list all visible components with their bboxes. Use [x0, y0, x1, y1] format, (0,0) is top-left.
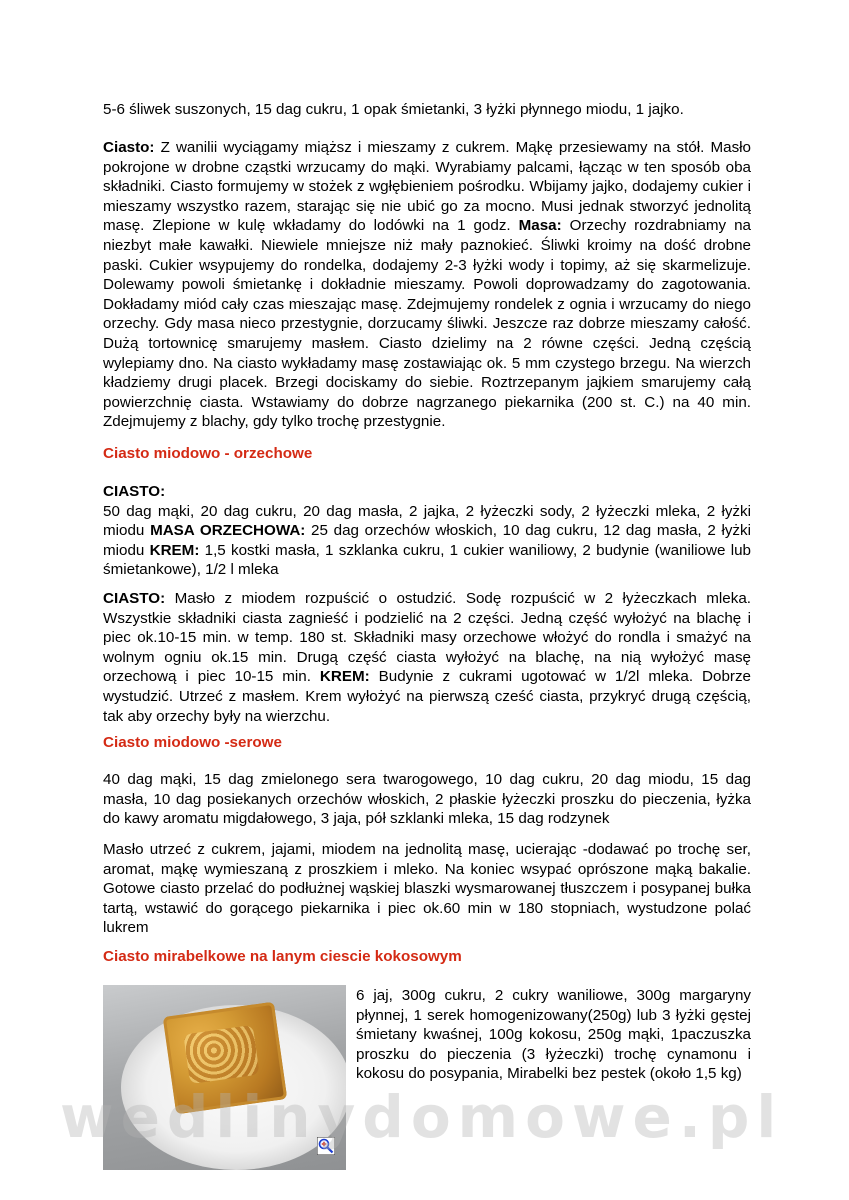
recipe3-method-text: Masło utrzeć z cukrem, jajami, miodem na jednolitą masę, ucierając -dodawać po trochę ser, aromat, mąkę wymieszaną z proszkiem i mleko. Na koniec wsypać oprószone mąką bakalie. Gotowe ciasto przelać do podłużnej wąskiej blaszki wysmarowanej tłuszczem i posypanej bułka tartą, wstawić do gorącego piekarnika i piec ok.60 min w 180 stopniach, wystudzone polać lukrem	[103, 841, 751, 937]
recipe4-ingredients-text: 6 jaj, 300g cukru, 2 cukry waniliowe, 300g margaryny płynnej, 1 serek homogenizowany(250g) lub 3 łyżki gęstej śmietany kwaśnej, 100g kokosu, 250g mąki, 1paczuszka proszku do pieczenia (3 łyżeczki) trochę cynamonu i kokosu do posypania, Mirabelki bez pestek (około 1,5 kg)	[356, 987, 751, 1083]
masa-orzechowa-label: MASA ORZECHOWA:	[150, 522, 306, 540]
masa-label: Masa:	[518, 217, 562, 235]
recipe4-title: Ciasto mirabelkowe na lanym ciescie kokosowym	[103, 948, 462, 965]
recipe3-method	[103, 840, 751, 938]
ciasto-text: Z wanilii wyciągamy miąższ i mieszamy z cukrem. Mąkę przesiewamy na stół. Masło pokrojone w drobne cząstki wrzucamy do mąki. Wyrabiamy palcami, łącząc w ten sposób oba składniki. Ciasto formujemy w stożek z wgłębieniem pośrodku. Wbijamy jajko, dodajemy cukier i mieszamy wszystko razem, starając się nie ubić go za mocno. Musi jednak stworzyć jednolitą masę. Zlepione w kulę wkładamy do lodówki na 1 godz.	[103, 139, 751, 235]
recipe2-ingredients	[103, 482, 751, 580]
ingredients-ciasto: 50 dag mąki, 20 dag cukru, 20 dag masła, 2 jajka, 2 łyżeczki sody, 2 łyżeczki mleka, 2 łyżki miodu	[103, 502, 751, 540]
method-text-b: Budynie z cukrami ugotować w 1/2l mleka. Dobrze wystudzić. Utrzeć z masłem. Krem wyłożyć na pierwszą cześć ciasta, przykryć drugą częścią, tak aby orzechy były na wierzchu.	[103, 668, 751, 725]
ingredients-krem: 1,5 kostki masła, 1 szklanka cukru, 1 cukier waniliowy, 2 budynie (waniliowe lub śmietankowe), 1/2 l mleka	[103, 541, 751, 579]
method-krem-label: KREM:	[319, 668, 370, 686]
recipe3-title: Ciasto miodowo -serowe	[103, 734, 282, 751]
intro-paragraph	[103, 100, 751, 120]
recipe3-ingredients	[103, 770, 751, 829]
ciasto-label: Ciasto:	[103, 139, 155, 156]
recipe4-ingredients	[356, 986, 751, 1084]
method-ciasto-label: CIASTO:	[103, 590, 166, 607]
recipe2-method	[103, 589, 751, 726]
ciasto-heading: CIASTO:	[103, 483, 166, 500]
ingredients-masa: 25 dag orzechów włoskich, 10 dag cukru, 12 dag masła, 2 łyżki miodu	[103, 522, 751, 559]
krem-label: KREM:	[149, 541, 200, 559]
recipe3-ingredients-text: 40 dag mąki, 15 dag zmielonego sera twarogowego, 10 dag cukru, 20 dag miodu, 15 dag masła, 10 dag posiekanych orzechów włoskich, 2 płaskie łyżeczki proszku do pieczenia, łyżka do kawy aromatu migdałowego, 3 jaja, pół szklanki mleka, 15 dag rodzynek	[103, 771, 751, 828]
intro-text: 5-6 śliwek suszonych, 15 dag cukru, 1 opak śmietanki, 3 łyżki płynnego miodu, 1 jajko.	[103, 101, 684, 118]
recipe2-title: Ciasto miodowo - orzechowe	[103, 445, 313, 462]
method-text-a: Masło z miodem rozpuścić o ostudzić. Sodę rozpuścić w 2 łyżeczkach mleka. Wszystkie składniki ciasta zagnieść i podzielić na 2 części. Jedną część wyłożyć na blachę i piec ok.10-15 min. w temp. 180 st. Składniki masy orzechowe włożyć do rondla i smażyć na wolnym ogniu ok.15 min. Drugą część ciasta wyłożyć na blachę, na nią wyłożyć masę orzechową i piec 10-15 min.	[103, 590, 751, 686]
watermark: wedlinydomowe.pl	[60, 1083, 784, 1151]
masa-text: Orzechy rozdrabniamy na niezbyt małe kawałki. Niewiele mniejsze niż mały paznokieć. Śliwki kroimy na dość drobne paski. Cukier wsypujemy do rondelka, dodajemy 2-3 łyżki wody i topimy, aż się skarmelizuje. Dolewamy powoli śmietankę i dokładnie mieszamy. Powoli doprowadzamy do zagotowania. Dokładamy miód cały czas mieszając masę. Zdejmujemy rondelek z ognia i wrzucamy do niego orzechy. Gdy masa nieco przestygnie, dorzucamy śliwki. Jeszcze raz dobrze mieszamy całość. Dużą tortownicę smarujemy masłem. Ciasto dzielimy na 2 równe części. Jedną częścią wylepiamy dno. Na ciasto wykładamy masę zostawiając ok. 5 mm czystego brzegu. Na wierzch kładziemy drugi placek. Brzegi dociskamy do siebie. Roztrzepanym jajkiem smarujemy całą powierzchnię ciasta. Wstawiamy do dobrze nagrzanego piekarnika (200 st. C.) na 40 min. Zdejmujemy z blachy, gdy tylko trochę przestygnie.	[103, 217, 751, 431]
recipe1-method	[103, 138, 751, 432]
